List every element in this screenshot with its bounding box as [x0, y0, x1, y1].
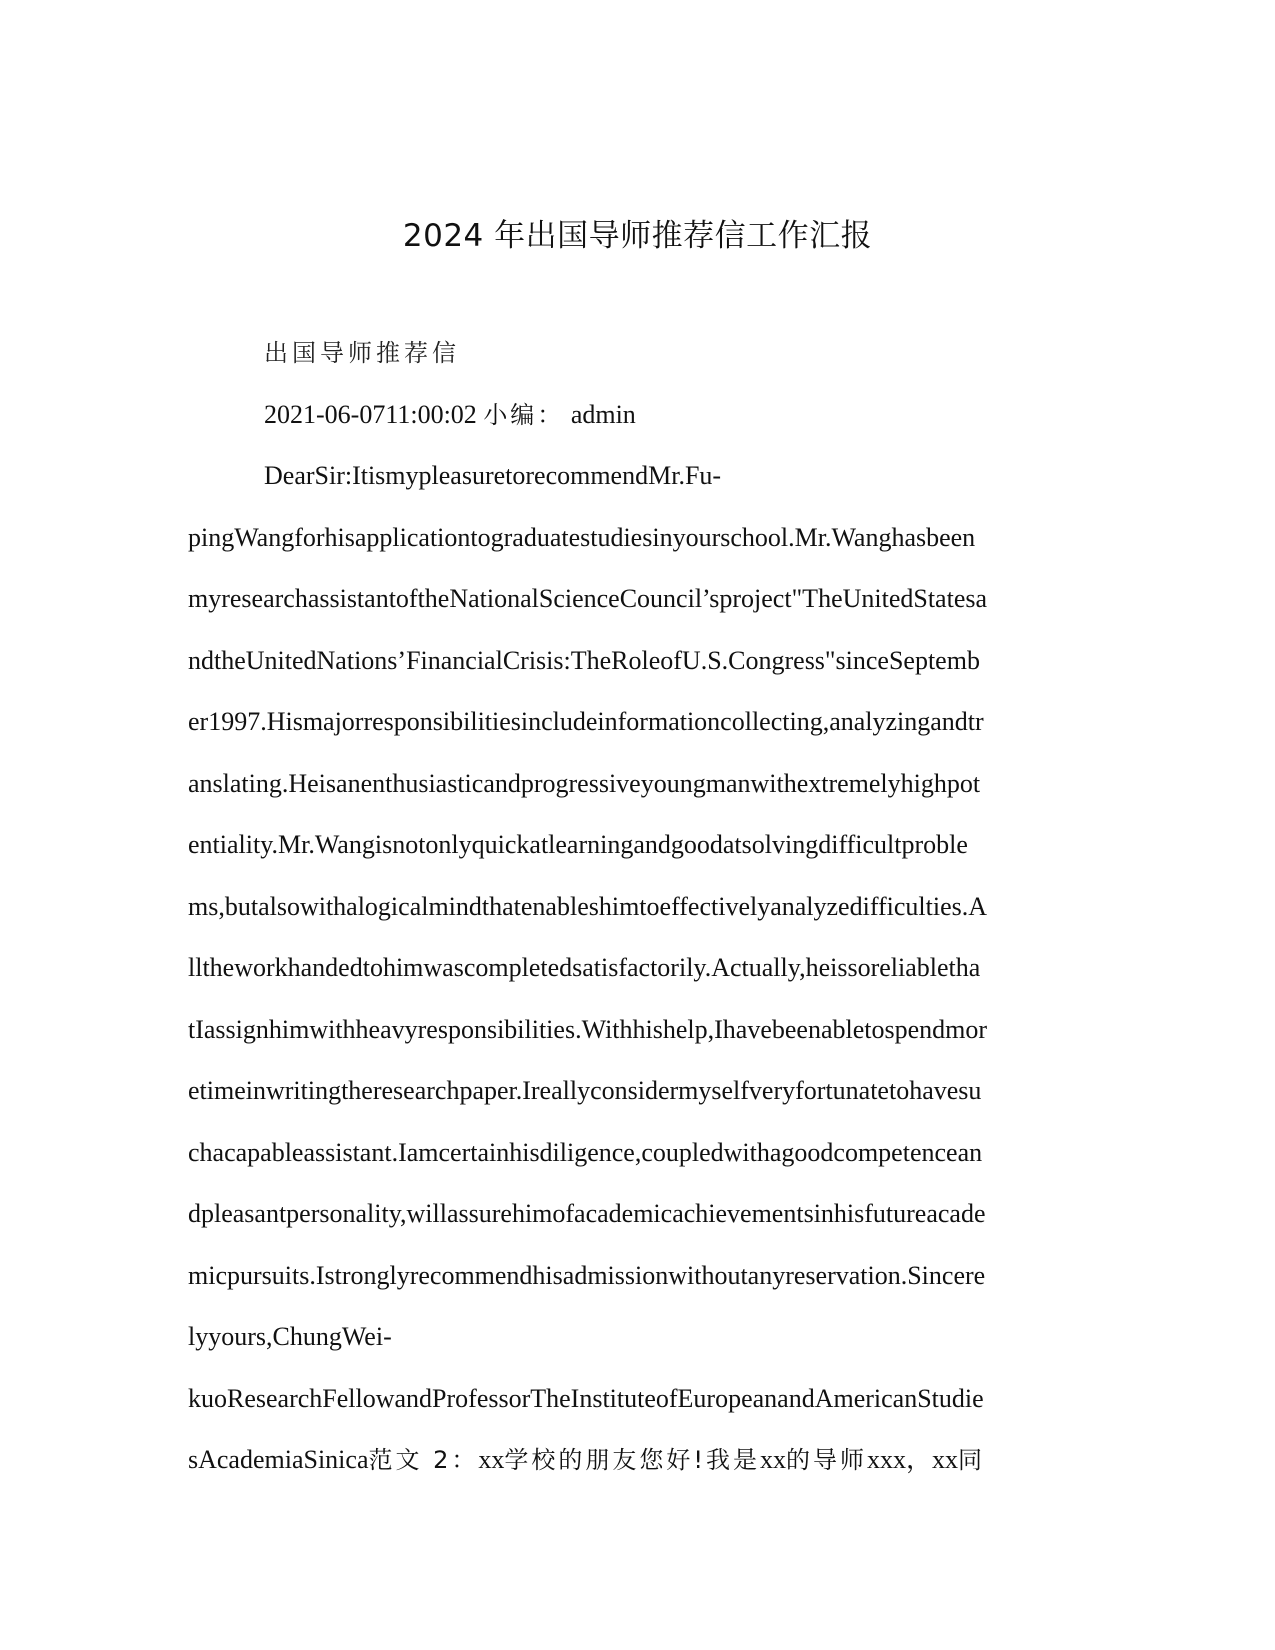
section-subtitle: 出国导师推荐信	[264, 339, 460, 367]
body-line: er1997.Hismajorresponsibilitiesincludeinformationcollecting,analyzingandtr	[188, 707, 984, 736]
body-line: pingWangforhisapplicationtograduatestudiesinyourschool.Mr.Wanghasbeen	[188, 522, 976, 552]
body-line: entiality.Mr.Wangisnotonlyquickatlearningandgoodatsolvingdifficultproble	[188, 830, 968, 859]
body-line: ms,butalsowithalogicalmindthatenableshimtoeffectivelyanalyzedifficulties.A	[188, 891, 988, 921]
body-line: DearSir:ItismypleasuretorecommendMr.Fu-	[264, 461, 722, 490]
meta-editor: admin	[570, 399, 636, 429]
meta-editor-label: 小编：	[483, 400, 565, 429]
body-line-last: sAcademiaSinica范文 2：xx学校的朋友您好!我是xx的导师xxx，xx同	[188, 1445, 986, 1474]
body-line: etimeinwritingtheresearchpaper.Ireallyconsidermyselfveryfortunatetohavesu	[188, 1076, 982, 1105]
body-line: micpursuits.Istronglyrecommendhisadmissionwithoutanyreservation.Sincere	[188, 1260, 986, 1290]
body-line: anslating.Heisanenthusiasticandprogressiveyoungmanwithextremelyhighpot	[188, 768, 981, 798]
meta-date: 2021-06-0711:00:02	[264, 399, 477, 429]
body-line: dpleasantpersonality,willassurehimofacademicachievementsinhisfutureacade	[188, 1199, 986, 1228]
body-line: lltheworkhandedtohimwascompletedsatisfactorily.Actually,heissoreliabletha	[188, 953, 981, 982]
document-title: 2024 年出国导师推荐信工作汇报	[402, 218, 873, 254]
body-line: myresearchassistantoftheNationalScienceCouncil’sproject"TheUnitedStatesa	[188, 584, 988, 613]
meta-line	[188, 395, 1088, 457]
document-body	[188, 333, 1088, 1502]
body-line: lyyours,ChungWei-	[188, 1322, 392, 1351]
body-line: kuoResearchFellowandProfessorTheInstituteofEuropeanandAmericanStudie	[188, 1383, 984, 1413]
body-line: ndtheUnitedNations’FinancialCrisis:TheRoleofU.S.Congress"sinceSeptemb	[188, 645, 980, 675]
body-line: chacapableassistant.Iamcertainhisdiligence,coupledwithagoodcompetencean	[188, 1137, 983, 1167]
body-line: tIassignhimwithheavyresponsibilities.Withhishelp,Ihavebeenabletospendmor	[188, 1014, 988, 1044]
